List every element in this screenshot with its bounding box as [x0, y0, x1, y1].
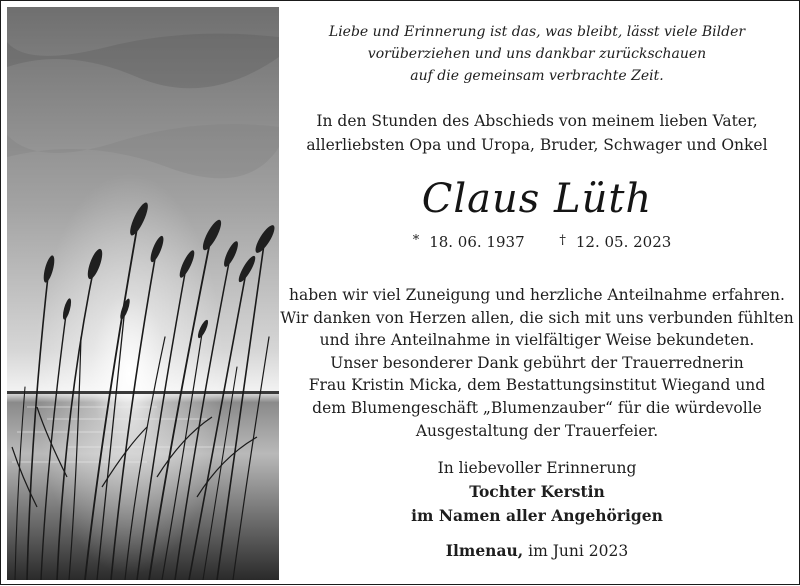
thanks-line: dem Blumengeschäft „Blumenzauber“ für die würdevolle	[312, 398, 762, 417]
intro-line: In den Stunden des Abschieds von meinem lieben Vater,	[316, 112, 758, 130]
thanks-line: Unser besonderer Dank gebührt der Trauerrednerin	[330, 353, 744, 372]
memorial-motto	[279, 21, 795, 87]
deceased-name: Claus Lüth	[421, 176, 653, 222]
death-symbol: †	[559, 233, 566, 248]
intro-text	[279, 109, 795, 157]
place-and-date	[279, 539, 795, 563]
signature-name: im Namen aller Angehörigen	[411, 506, 663, 525]
thanks-line: haben wir viel Zuneigung und herzliche Anteilnahme erfahren.	[289, 286, 785, 304]
intro-line: allerliebsten Opa und Uropa, Bruder, Schwager und Onkel	[306, 136, 768, 154]
birth-date: 18. 06. 1937	[429, 233, 525, 251]
place-date: im Juni 2023	[528, 542, 629, 560]
signature-opening: In liebevoller Erinnerung	[437, 459, 637, 477]
place-city: Ilmenau,	[445, 541, 524, 560]
signature-block	[279, 456, 795, 528]
thanks-line: und ihre Anteilnahme in vielfältiger Weise bekundeten.	[319, 331, 755, 350]
thanks-line: Wir danken von Herzen allen, die sich mit uns verbunden fühlten	[280, 308, 794, 327]
death-date: 12. 05. 2023	[575, 233, 672, 251]
motto-line: auf die gemeinsam verbrachte Zeit.	[410, 68, 664, 84]
thanks-text	[279, 284, 795, 442]
lake-reeds-sunset-image	[7, 7, 279, 580]
obituary-text	[279, 1, 795, 586]
birth-date-group	[403, 230, 525, 253]
birth-symbol: *	[412, 233, 420, 248]
motto-line: Liebe und Erinnerung ist das, was bleibt, lässt viele Bilder	[328, 24, 746, 40]
thanks-line: Ausgestaltung der Trauerfeier.	[415, 421, 659, 440]
thanks-line: Frau Kristin Micka, dem Bestattungsinstitut Wiegand und	[308, 376, 766, 395]
life-dates	[279, 230, 795, 253]
signature-name: Tochter Kerstin	[469, 482, 605, 501]
motto-line: vorüberziehen und uns dankbar zurückschauen	[367, 46, 707, 62]
death-date-group	[549, 230, 671, 253]
